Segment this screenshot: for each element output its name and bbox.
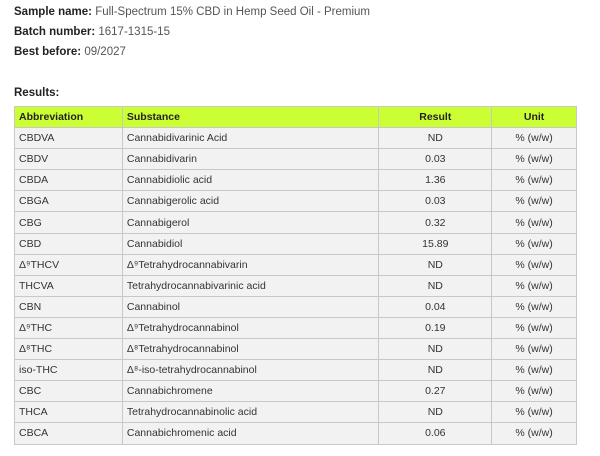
cell-unit: % (w/w)	[492, 423, 577, 444]
table-row	[15, 381, 577, 402]
cell-unit: % (w/w)	[492, 275, 577, 296]
header-abbreviation: Abbreviation	[15, 107, 123, 128]
cell-result: 0.03	[379, 191, 492, 212]
cell-result: ND	[379, 360, 492, 381]
cell-unit: % (w/w)	[492, 233, 577, 254]
cell-result: ND	[379, 254, 492, 275]
cell-substance: Cannabigerol	[122, 212, 379, 233]
cell-substance: Cannabinol	[122, 296, 379, 317]
sample-name-label: Sample name:	[14, 6, 92, 18]
cell-unit: % (w/w)	[492, 254, 577, 275]
cell-substance: Cannabigerolic acid	[122, 191, 379, 212]
cell-abbreviation: Δ⁹THC	[15, 317, 123, 338]
table-row	[15, 296, 577, 317]
cell-result: ND	[379, 128, 492, 149]
cell-result: 1.36	[379, 170, 492, 191]
cell-substance: Δ⁸Tetrahydrocannabinol	[122, 339, 379, 360]
cell-abbreviation: CBDV	[15, 149, 123, 170]
cell-unit: % (w/w)	[492, 317, 577, 338]
header-substance: Substance	[122, 107, 379, 128]
cell-abbreviation: CBDVA	[15, 128, 123, 149]
cell-abbreviation: CBCA	[15, 423, 123, 444]
cell-abbreviation: THCVA	[15, 275, 123, 296]
sample-name-line	[14, 6, 370, 18]
cell-substance: Cannabidivarin	[122, 149, 379, 170]
cell-result: ND	[379, 275, 492, 296]
table-row	[15, 402, 577, 423]
cell-abbreviation: CBD	[15, 233, 123, 254]
best-before-value: 09/2027	[84, 46, 126, 58]
table-row	[15, 275, 577, 296]
cell-abbreviation: CBN	[15, 296, 123, 317]
cell-result: 0.06	[379, 423, 492, 444]
table-header-row	[15, 107, 577, 128]
results-table	[14, 106, 577, 445]
results-heading: Results:	[14, 87, 60, 99]
table-row	[15, 170, 577, 191]
cell-unit: % (w/w)	[492, 381, 577, 402]
cell-substance: Tetrahydrocannabinolic acid	[122, 402, 379, 423]
cell-unit: % (w/w)	[492, 212, 577, 233]
cell-unit: % (w/w)	[492, 149, 577, 170]
cell-result: ND	[379, 402, 492, 423]
cell-unit: % (w/w)	[492, 296, 577, 317]
cell-unit: % (w/w)	[492, 339, 577, 360]
cell-abbreviation: CBDA	[15, 170, 123, 191]
cell-abbreviation: CBGA	[15, 191, 123, 212]
batch-number-label: Batch number:	[14, 26, 96, 38]
table-row	[15, 254, 577, 275]
cell-substance: Tetrahydrocannabivarinic acid	[122, 275, 379, 296]
cell-unit: % (w/w)	[492, 191, 577, 212]
table-row	[15, 233, 577, 254]
header-unit: Unit	[492, 107, 577, 128]
cell-result: 0.04	[379, 296, 492, 317]
best-before-label: Best before:	[14, 46, 82, 58]
cell-abbreviation: CBC	[15, 381, 123, 402]
cell-result: 0.03	[379, 149, 492, 170]
cell-substance: Δ⁹Tetrahydrocannabivarin	[122, 254, 379, 275]
table-row	[15, 128, 577, 149]
cell-unit: % (w/w)	[492, 402, 577, 423]
cell-unit: % (w/w)	[492, 170, 577, 191]
cell-abbreviation: iso-THC	[15, 360, 123, 381]
header-result: Result	[379, 107, 492, 128]
cell-substance: Cannabichromenic acid	[122, 423, 379, 444]
cell-result: 15.89	[379, 233, 492, 254]
batch-number-value: 1617-1315-15	[98, 26, 170, 38]
cell-abbreviation: CBG	[15, 212, 123, 233]
cell-abbreviation: Δ⁹THCV	[15, 254, 123, 275]
cell-substance: Cannabidivarinic Acid	[122, 128, 379, 149]
cell-result: 0.19	[379, 317, 492, 338]
sample-name-value: Full-Spectrum 15% CBD in Hemp Seed Oil - Premium	[95, 6, 370, 18]
table-row	[15, 191, 577, 212]
table-row	[15, 212, 577, 233]
cell-abbreviation: Δ⁸THC	[15, 339, 123, 360]
cell-result: 0.32	[379, 212, 492, 233]
table-row	[15, 360, 577, 381]
cell-result: 0.27	[379, 381, 492, 402]
cell-substance: Δ⁹Tetrahydrocannabinol	[122, 317, 379, 338]
table-row	[15, 423, 577, 444]
best-before-line	[14, 46, 126, 58]
table-row	[15, 339, 577, 360]
table-row	[15, 317, 577, 338]
batch-number-line	[14, 26, 170, 38]
table-row	[15, 149, 577, 170]
cell-unit: % (w/w)	[492, 128, 577, 149]
cell-substance: Cannabichromene	[122, 381, 379, 402]
cell-unit: % (w/w)	[492, 360, 577, 381]
cell-substance: Cannabidiol	[122, 233, 379, 254]
cell-substance: Cannabidiolic acid	[122, 170, 379, 191]
cell-abbreviation: THCA	[15, 402, 123, 423]
cell-result: ND	[379, 339, 492, 360]
cell-substance: Δ⁸-iso-tetrahydrocannabinol	[122, 360, 379, 381]
